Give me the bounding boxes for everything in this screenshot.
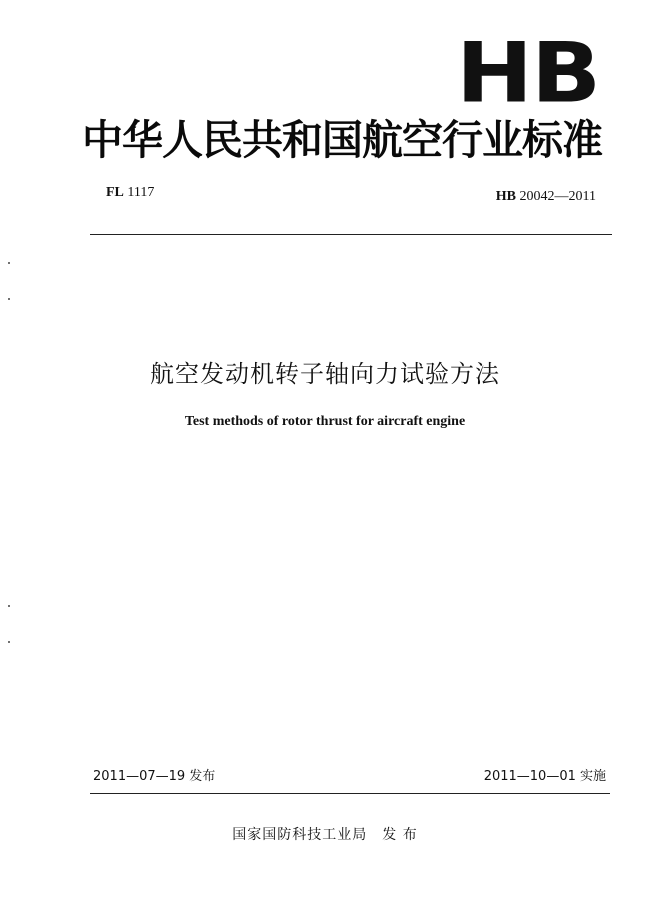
standard-number-value: 20042—2011 xyxy=(519,189,596,204)
standard-number xyxy=(496,189,596,205)
scan-speck xyxy=(8,298,10,300)
publisher: 国家国防科技工业局 发 布 xyxy=(232,827,418,843)
scan-speck xyxy=(8,262,10,264)
hb-logo: HB xyxy=(456,24,600,122)
issue-date: 2011—07—19 发布 xyxy=(93,769,216,784)
standard-prefix: HB xyxy=(495,189,517,204)
classification-code xyxy=(106,185,154,201)
classification-number: 1117 xyxy=(127,185,155,200)
footer-divider xyxy=(90,793,610,794)
scan-speck xyxy=(8,641,10,643)
document-title-english: Test methods of rotor thrust for aircraft engine xyxy=(184,414,466,429)
document-title-chinese: 航空发动机转子轴向力试验方法 xyxy=(150,360,500,388)
organization-title: 中华人民共和国航空行业标准 xyxy=(82,116,602,164)
scan-speck xyxy=(8,605,10,607)
implementation-date: 2011—10—01 实施 xyxy=(483,769,606,784)
header-divider xyxy=(90,234,612,235)
classification-prefix: FL xyxy=(106,185,124,200)
